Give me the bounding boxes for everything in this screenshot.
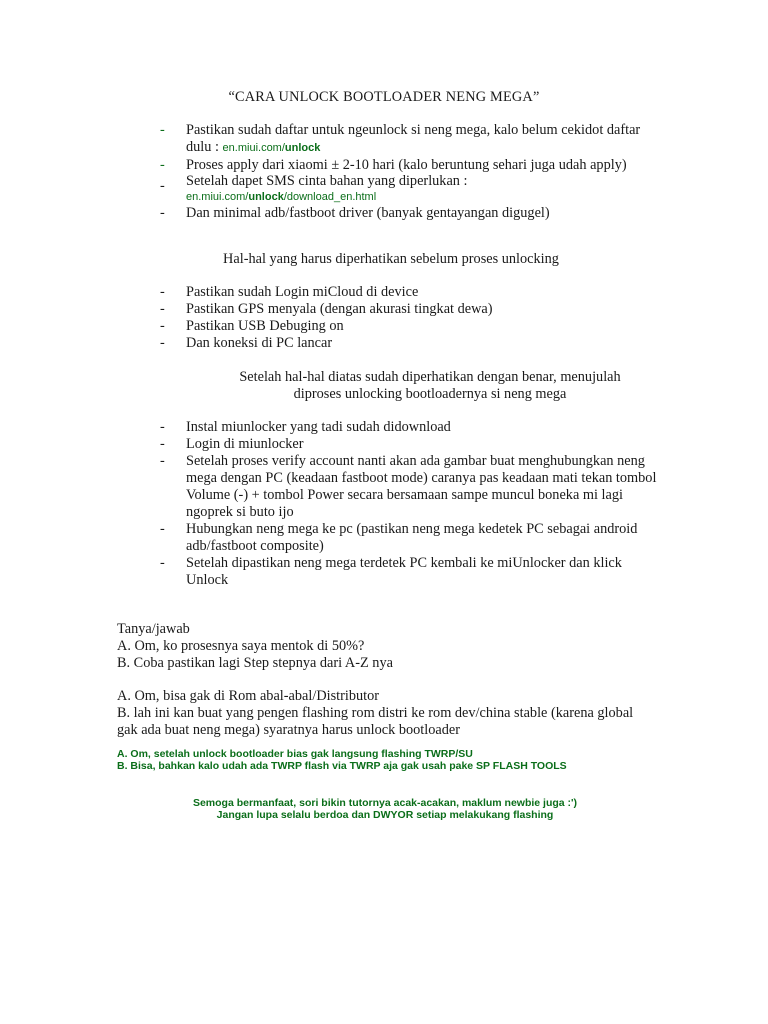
list-item	[160, 453, 660, 521]
closing-line-2: Jangan lupa selalu berdoa dan DWYOR setiap melakukang flashing	[216, 809, 554, 821]
list-item	[160, 419, 660, 436]
dash-marker: -	[160, 335, 165, 351]
list-item-text: Dan minimal adb/fastboot driver (banyak gentayangan digugel)	[186, 205, 550, 221]
faq-question-1: A. Om, ko prosesnya saya mentok di 50%?	[117, 638, 365, 654]
unlock-steps-list	[160, 419, 660, 589]
list-item	[160, 436, 660, 453]
faq-heading: Tanya/jawab	[117, 621, 190, 637]
faq-question-2: A. Om, bisa gak di Rom abal-abal/Distributor	[117, 688, 380, 704]
prep-steps-list	[160, 122, 660, 222]
list-item	[160, 284, 660, 301]
list-item	[160, 301, 660, 318]
list-item	[160, 555, 660, 589]
faq-answer-3: B. Bisa, bahkan kalo udah ada TWRP flash via TWRP aja gak usah pake SP FLASH TOOLS	[117, 760, 567, 772]
list-item-text: Setelah dipastikan neng mega terdetek PC kembali ke miUnlocker dan klick Unlock	[186, 555, 622, 588]
list-item-text: Pastikan GPS menyala (dengan akurasi tingkat dewa)	[186, 301, 493, 317]
transition-line-1: Setelah hal-hal diatas sudah diperhatikan dengan benar, menujulah	[239, 369, 621, 385]
dash-marker: -	[160, 301, 165, 317]
section-heading: Hal-hal yang harus diperhatikan sebelum proses unlocking	[223, 251, 559, 267]
list-item-text: Pastikan sudah daftar untuk ngeunlock si neng mega, kalo belum cekidot daftar dulu :	[186, 122, 641, 155]
closing-line-1: Semoga bermanfaat, sori bikin tutornya acak-acakan, maklum newbie juga :')	[192, 797, 578, 809]
list-item-text: Login di miunlocker	[186, 436, 304, 452]
transition-line-2: diproses unlocking bootloadernya si neng mega	[293, 386, 567, 402]
list-item	[160, 521, 660, 555]
dash-marker: -	[160, 122, 165, 138]
faq-answer-2: B. lah ini kan buat yang pengen flashing rom distri ke rom dev/china stable (karena global gak ada buat neng mega) syaratnya harus unlock bootloader	[117, 705, 634, 738]
dash-marker: -	[160, 178, 165, 194]
dash-marker: -	[160, 453, 165, 469]
dash-marker: -	[160, 157, 165, 173]
list-item	[160, 205, 660, 222]
list-item-text: Dan koneksi di PC lancar	[186, 335, 333, 351]
page-title: “CARA UNLOCK BOOTLOADER NENG MEGA”	[228, 89, 540, 105]
dash-marker: -	[160, 318, 165, 334]
list-item	[160, 318, 660, 335]
dash-marker: -	[160, 205, 165, 221]
list-item-text: Setelah dapet SMS cinta bahan yang diperlukan :	[186, 173, 468, 189]
list-item-text: Pastikan USB Debuging on	[186, 318, 344, 334]
download-link[interactable]: en.miui.com/unlock/download_en.html	[186, 191, 377, 203]
checks-list	[160, 284, 660, 352]
list-item-text: Hubungkan neng mega ke pc (pastikan neng mega kedetek PC sebagai android adb/fastboot composite)	[186, 521, 638, 554]
list-item	[160, 335, 660, 352]
dash-marker: -	[160, 521, 165, 537]
list-item-text: Setelah proses verify account nanti akan ada gambar buat menghubungkan neng mega dengan PC (keadaan fastboot mode) caranya pas keadaan mati tekan tombol Volume (-) + tombol Power secara bersamaan sampe muncul boneka mi lagi ngoprek si buto ijo	[186, 453, 657, 520]
faq-question-3: A. Om, setelah unlock bootloader bias gak langsung flashing TWRP/SU	[117, 748, 473, 760]
list-item	[160, 122, 660, 157]
faq-answer-1: B. Coba pastikan lagi Step stepnya dari A-Z nya	[117, 655, 393, 671]
list-item	[160, 174, 660, 205]
unlock-link[interactable]: en.miui.com/unlock	[222, 142, 321, 154]
list-item	[160, 157, 660, 174]
dash-marker: -	[160, 555, 165, 571]
dash-marker: -	[160, 436, 165, 452]
dash-marker: -	[160, 284, 165, 300]
list-item-text: Pastikan sudah Login miCloud di device	[186, 284, 419, 300]
list-item-text: Proses apply dari xiaomi ± 2-10 hari (kalo beruntung sehari juga udah apply)	[186, 157, 627, 173]
list-item-text: Instal miunlocker yang tadi sudah didownload	[186, 419, 451, 435]
dash-marker: -	[160, 419, 165, 435]
